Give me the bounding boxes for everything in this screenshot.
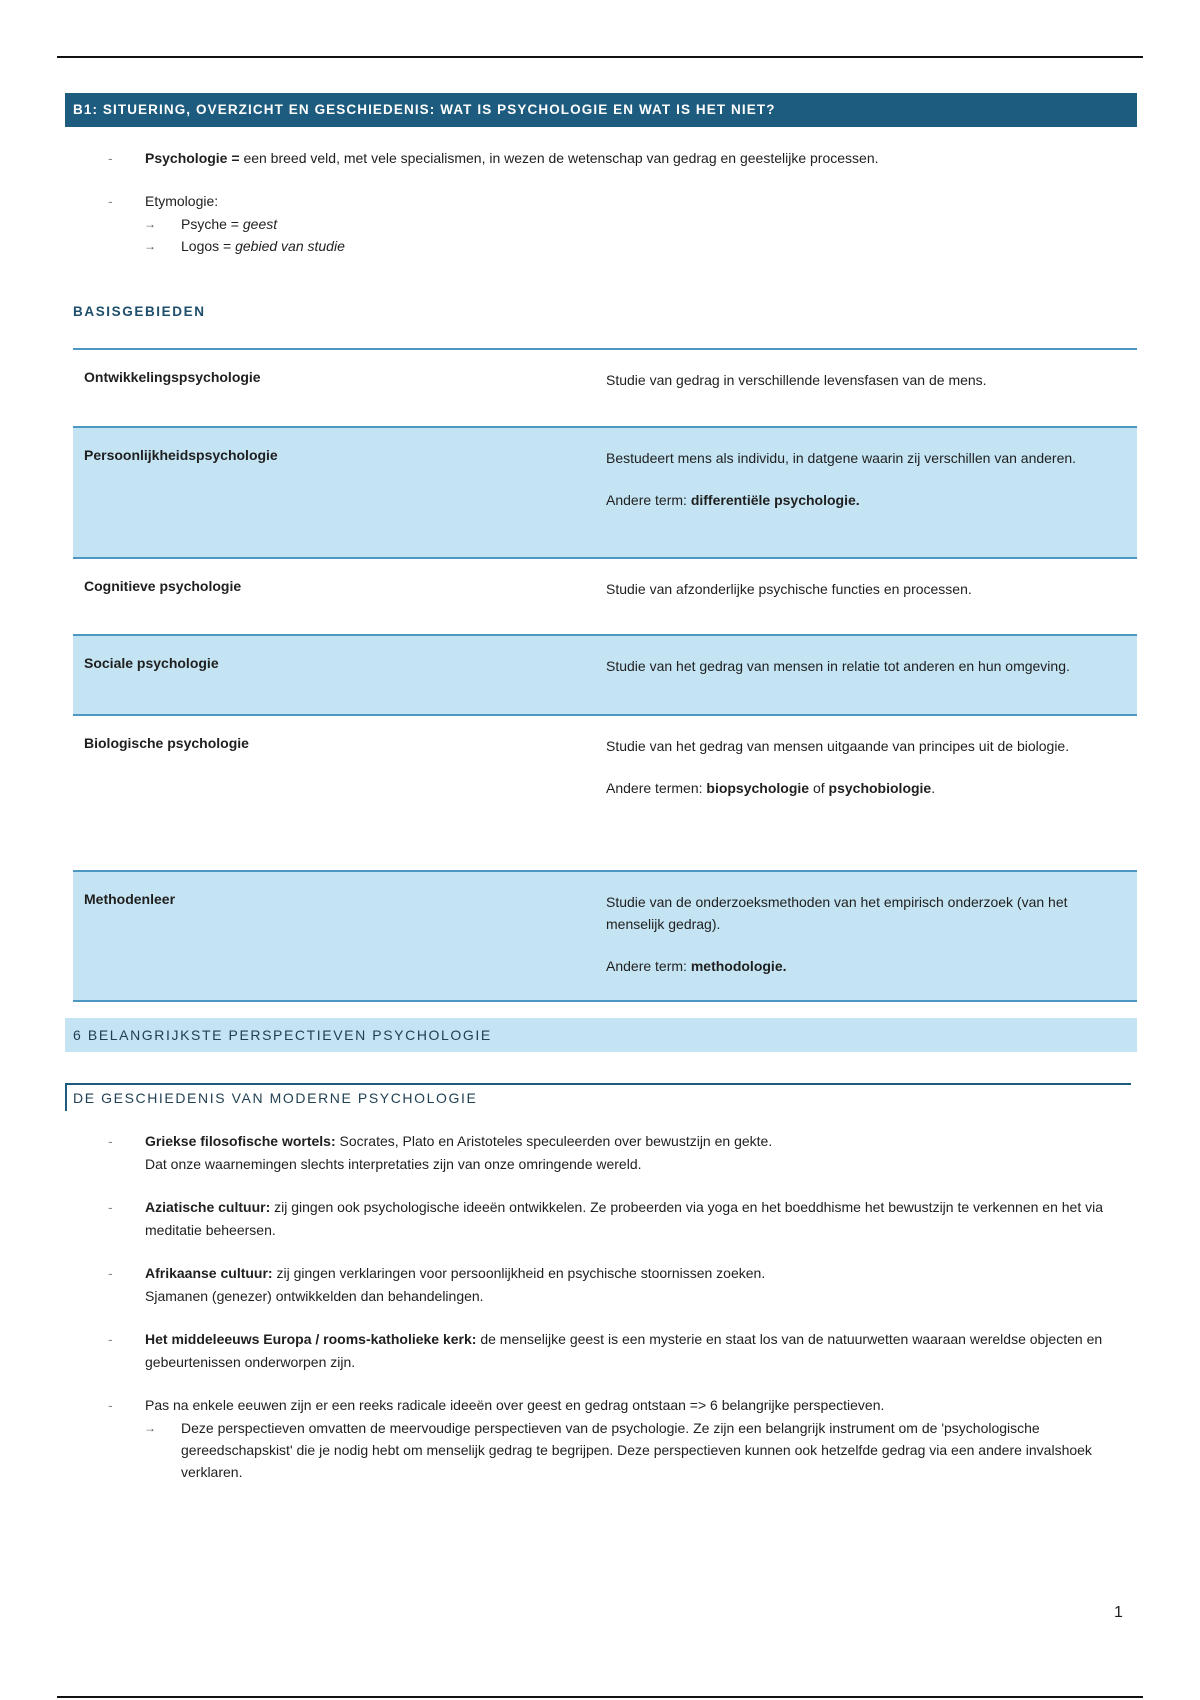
table-row (73, 559, 1137, 636)
etymology-word: Psyche = (181, 216, 243, 232)
alt-term-prefix: Andere term: (606, 492, 691, 508)
item-text: Socrates, Plato en Aristoteles speculeerden over bewustzijn en gekte. (335, 1133, 773, 1149)
bullet-dash: - (108, 150, 113, 166)
bullet-dash: - (108, 1265, 113, 1281)
alt-term: biopsychologie (706, 780, 810, 796)
arrow-icon: → (144, 1421, 156, 1435)
definition-term: Psychologie = (145, 150, 244, 166)
item-term: Het middeleeuws Europa / rooms-katholieke kerk: (145, 1331, 477, 1347)
etymology-item (144, 235, 1138, 257)
field-description (606, 636, 1137, 714)
etymology-label: Etymologie: (145, 193, 219, 209)
item-text: Pas na enkele eeuwen zijn er een reeks radicale ideeën over geest en gedrag ontstaan => 6 belangrijke perspectieven. (145, 1397, 885, 1413)
bullet-dash: - (108, 1133, 113, 1149)
field-alt-term (606, 955, 1126, 977)
field-name: Ontwikkelingspsychologie (84, 369, 261, 385)
field-description (606, 872, 1137, 1000)
etymology-item (144, 213, 1138, 235)
alt-term: differentiële psychologie. (690, 492, 860, 508)
alt-term-suffix: . (931, 780, 936, 796)
alt-term-prefix: Andere term: (606, 958, 691, 974)
bullet-dash: - (108, 1397, 113, 1413)
bullet-dash: - (108, 1199, 113, 1215)
field-name: Sociale psychologie (84, 655, 219, 671)
definition-text: een breed veld, met vele specialismen, in wezen de wetenschap van gedrag en geestelijke processen. (243, 150, 879, 166)
history-heading: DE GESCHIEDENIS VAN MODERNE PSYCHOLOGIE (65, 1083, 1131, 1111)
sub-note-text: Deze perspectieven omvatten de meervoudige perspectieven van de psychologie. Ze zijn een belangrijk instrument om de 'psychologische gereedschapskist' die je nodig hebt om menselijk gedrag te begrijpen. Deze perspectieven kunnen ook hetzelfde gedrag via een andere invalshoek verklaren. (181, 1420, 1092, 1480)
sub-note (144, 1417, 1138, 1483)
bottom-rule (57, 1696, 1143, 1698)
list-item (108, 1328, 1138, 1374)
bullet-dash: - (108, 1331, 113, 1347)
item-term: Griekse filosofische wortels: (145, 1133, 336, 1149)
field-description (606, 428, 1137, 557)
field-name: Cognitieve psychologie (84, 578, 242, 594)
alt-term: methodologie. (690, 958, 787, 974)
page-number: 1 (1114, 1604, 1123, 1621)
field-desc: Studie van het gedrag van mensen uitgaande van principes uit de biologie. (606, 738, 1070, 754)
field-name: Biologische psychologie (84, 735, 249, 751)
intro-list (108, 147, 1138, 257)
field-name: Persoonlijkheidspsychologie (84, 447, 278, 463)
table-row (73, 872, 1137, 1002)
field-desc: Studie van gedrag in verschillende levensfasen van de mens. (606, 372, 987, 388)
bullet-dash: - (108, 193, 113, 209)
list-item (108, 1130, 1138, 1176)
top-rule (57, 56, 1143, 58)
history-list (108, 1130, 1138, 1483)
item-text: de menselijke geest is een mysterie en staat los van de natuurwetten waaraan wereldse objecten en gebeurtenissen onderworpen zijn. (145, 1331, 1103, 1370)
alt-term-mid: of (809, 780, 829, 796)
item-term: Aziatische cultuur: (145, 1199, 271, 1215)
table-row (73, 716, 1137, 872)
field-desc: Studie van de onderzoeksmethoden van het empirisch onderzoek (van het menselijk gedrag). (606, 894, 1068, 932)
field-desc: Studie van afzonderlijke psychische functies en processen. (606, 581, 972, 597)
field-alt-term (606, 777, 1126, 799)
etymology-meaning: geest (242, 216, 278, 232)
list-item (108, 1196, 1138, 1242)
alt-term-2: psychobiologie (828, 780, 932, 796)
field-description (606, 716, 1137, 870)
list-item (108, 147, 1138, 170)
basisgebieden-heading: BASISGEBIEDEN (73, 304, 206, 319)
item-text-line2: Sjamanen (genezer) ontwikkelden dan behandelingen. (145, 1288, 484, 1304)
list-item (108, 190, 1138, 213)
field-desc: Bestudeert mens als individu, in datgene waarin zij verschillen van anderen. (606, 450, 1077, 466)
list-item (108, 1394, 1138, 1417)
etymology-word: Logos = (181, 238, 236, 254)
arrow-icon: → (144, 239, 156, 253)
basisgebieden-table (73, 348, 1137, 1002)
item-term: Afrikaanse cultuur: (145, 1265, 273, 1281)
item-text-line2: Dat onze waarnemingen slechts interpretaties zijn van onze omringende wereld. (145, 1156, 642, 1172)
table-row (73, 428, 1137, 559)
section-title-bar: B1: SITUERING, OVERZICHT EN GESCHIEDENIS: WAT IS PSYCHOLOGIE EN WAT IS HET NIET? (65, 93, 1137, 127)
item-text: zij gingen ook psychologische ideeën ontwikkelen. Ze probeerden via yoga en het boeddhisme het bewustzijn te verkennen en het via meditatie beheersen. (145, 1199, 1104, 1238)
alt-term-prefix: Andere termen: (606, 780, 707, 796)
table-row (73, 636, 1137, 716)
field-description (606, 350, 1137, 426)
etymology-meaning: gebied van studie (235, 238, 345, 254)
field-name: Methodenleer (84, 891, 176, 907)
arrow-icon: → (144, 217, 156, 231)
field-description (606, 559, 1137, 634)
table-row (73, 350, 1137, 428)
field-desc: Studie van het gedrag van mensen in relatie tot anderen en hun omgeving. (606, 658, 1070, 674)
perspectives-heading: 6 BELANGRIJKSTE PERSPECTIEVEN PSYCHOLOGIE (65, 1018, 1137, 1052)
item-text: zij gingen verklaringen voor persoonlijkheid en psychische stoornissen zoeken. (272, 1265, 766, 1281)
list-item (108, 1262, 1138, 1308)
field-alt-term (606, 489, 1126, 511)
